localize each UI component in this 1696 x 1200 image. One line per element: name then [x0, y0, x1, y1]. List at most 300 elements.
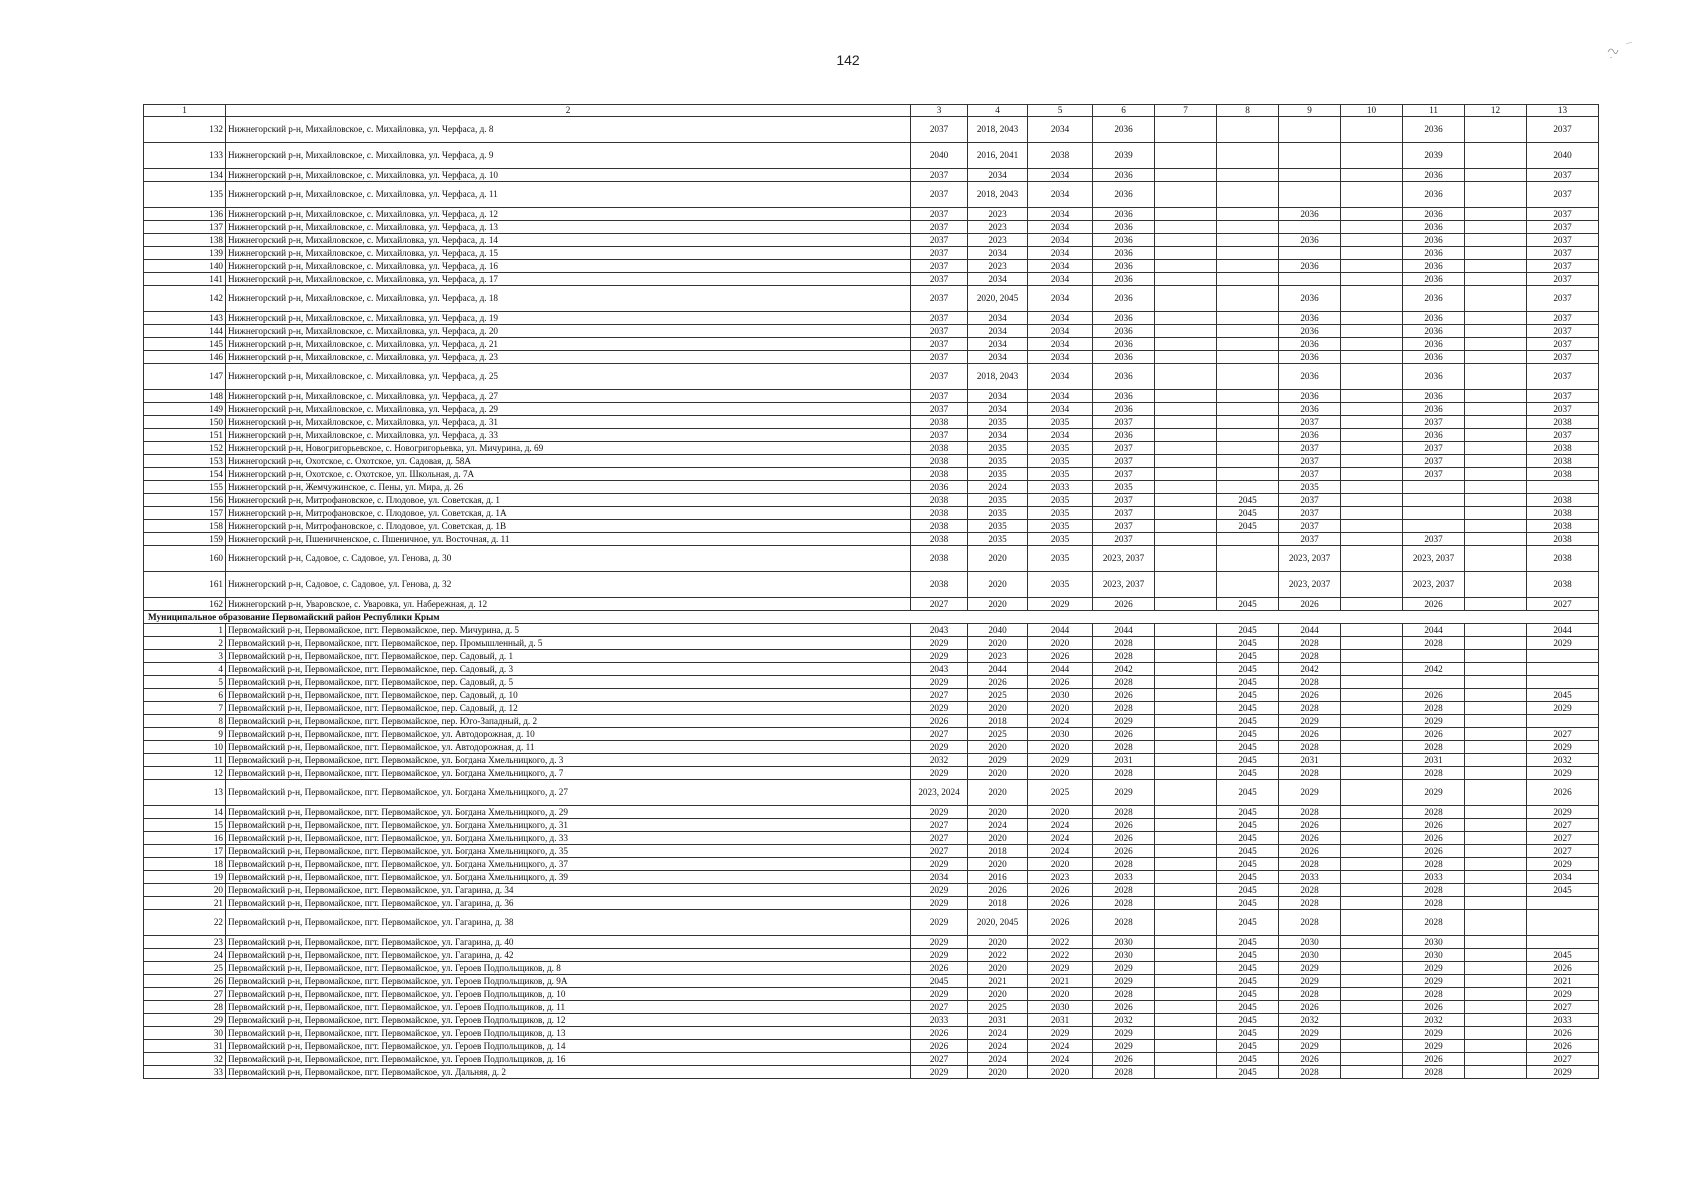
year-cell-col-6: 2037: [1093, 533, 1155, 546]
year-cell-col-13: 2027: [1527, 845, 1599, 858]
year-cell-col-5: 2020: [1028, 988, 1093, 1001]
year-cell-col-10: [1341, 338, 1403, 351]
year-cell-col-10: [1341, 663, 1403, 676]
year-cell-col-5: 2029: [1028, 754, 1093, 767]
year-cell-col-8: [1217, 143, 1279, 169]
year-cell-col-9: 2026: [1279, 728, 1341, 741]
year-cell-col-12: [1465, 1040, 1527, 1053]
year-cell-col-11: 2036: [1403, 117, 1465, 143]
year-cell-col-5: 2029: [1028, 598, 1093, 611]
year-cell-col-5: 2034: [1028, 403, 1093, 416]
year-cell-col-12: [1465, 637, 1527, 650]
year-cell-col-3: 2029: [911, 897, 968, 910]
table-row: [144, 286, 1599, 312]
table-row: [144, 325, 1599, 338]
year-cell-col-4: 2018: [968, 897, 1028, 910]
address-cell: Нижнегорский р-н, Михайловское, с. Михайловка, ул. Черфаса, д. 10: [226, 169, 911, 182]
column-header-5: 5: [1028, 105, 1093, 117]
address-cell: Нижнегорский р-н, Пшеничненское, с. Пшеничное, ул. Восточная, д. 11: [226, 533, 911, 546]
address-cell: Первомайский р-н, Первомайское, пгт. Первомайское, пер. Мичурина, д. 5: [226, 624, 911, 637]
year-cell-col-9: 2028: [1279, 806, 1341, 819]
row-number-cell: 142: [144, 286, 226, 312]
row-number-cell: 21: [144, 897, 226, 910]
address-cell: Первомайский р-н, Первомайское, пгт. Первомайское, ул. Героев Подпольщиков, д. 16: [226, 1053, 911, 1066]
year-cell-col-5: 2020: [1028, 806, 1093, 819]
year-cell-col-6: 2023, 2037: [1093, 572, 1155, 598]
year-cell-col-12: [1465, 234, 1527, 247]
year-cell-col-6: 2036: [1093, 208, 1155, 221]
address-cell: Нижнегорский р-н, Михайловское, с. Михайловка, ул. Черфаса, д. 13: [226, 221, 911, 234]
year-cell-col-9: 2029: [1279, 975, 1341, 988]
year-cell-col-5: 2035: [1028, 455, 1093, 468]
year-cell-col-6: 2037: [1093, 507, 1155, 520]
year-cell-col-12: [1465, 949, 1527, 962]
year-cell-col-3: 2029: [911, 637, 968, 650]
year-cell-col-9: 2036: [1279, 312, 1341, 325]
address-cell: Нижнегорский р-н, Садовое, с. Садовое, ул. Генова, д. 32: [226, 572, 911, 598]
year-cell-col-9: 2037: [1279, 507, 1341, 520]
column-header-11: 11: [1403, 105, 1465, 117]
year-cell-col-7: [1155, 429, 1217, 442]
year-cell-col-7: [1155, 754, 1217, 767]
year-cell-col-13: 2038: [1527, 507, 1599, 520]
year-cell-col-12: [1465, 884, 1527, 897]
year-cell-col-10: [1341, 364, 1403, 390]
row-number-cell: 154: [144, 468, 226, 481]
year-cell-col-9: [1279, 117, 1341, 143]
year-cell-col-7: [1155, 260, 1217, 273]
year-cell-col-3: 2037: [911, 312, 968, 325]
year-cell-col-9: 2029: [1279, 1027, 1341, 1040]
row-number-cell: 155: [144, 481, 226, 494]
year-cell-col-10: [1341, 325, 1403, 338]
year-cell-col-10: [1341, 442, 1403, 455]
year-cell-col-3: 2029: [911, 676, 968, 689]
year-cell-col-5: 2029: [1028, 1027, 1093, 1040]
row-number-cell: 134: [144, 169, 226, 182]
year-cell-col-10: [1341, 689, 1403, 702]
year-cell-col-13: 2037: [1527, 325, 1599, 338]
year-cell-col-6: 2028: [1093, 676, 1155, 689]
year-cell-col-5: 2020: [1028, 858, 1093, 871]
register-table: [143, 104, 1599, 1079]
table-row: [144, 663, 1599, 676]
year-cell-col-13: 2037: [1527, 221, 1599, 234]
year-cell-col-6: 2026: [1093, 832, 1155, 845]
year-cell-col-12: [1465, 312, 1527, 325]
year-cell-col-9: 2028: [1279, 910, 1341, 936]
year-cell-col-10: [1341, 117, 1403, 143]
year-cell-col-11: [1403, 481, 1465, 494]
year-cell-col-5: 2035: [1028, 416, 1093, 429]
year-cell-col-11: 2044: [1403, 624, 1465, 637]
year-cell-col-7: [1155, 637, 1217, 650]
year-cell-col-6: 2037: [1093, 494, 1155, 507]
row-number-cell: 10: [144, 741, 226, 754]
address-cell: Первомайский р-н, Первомайское, пгт. Первомайское, пер. Садовый, д. 1: [226, 650, 911, 663]
year-cell-col-4: 2034: [968, 273, 1028, 286]
year-cell-col-6: 2028: [1093, 1066, 1155, 1079]
address-cell: Первомайский р-н, Первомайское, пгт. Первомайское, ул. Героев Подпольщиков, д. 9А: [226, 975, 911, 988]
year-cell-col-8: [1217, 481, 1279, 494]
year-cell-col-12: [1465, 689, 1527, 702]
year-cell-col-12: [1465, 858, 1527, 871]
row-number-cell: 138: [144, 234, 226, 247]
year-cell-col-8: 2045: [1217, 845, 1279, 858]
year-cell-col-10: [1341, 676, 1403, 689]
year-cell-col-10: [1341, 468, 1403, 481]
year-cell-col-8: 2045: [1217, 728, 1279, 741]
year-cell-col-4: 2016, 2041: [968, 143, 1028, 169]
row-number-cell: 11: [144, 754, 226, 767]
year-cell-col-13: 2037: [1527, 390, 1599, 403]
year-cell-col-12: [1465, 247, 1527, 260]
year-cell-col-5: 2035: [1028, 520, 1093, 533]
table-row: [144, 546, 1599, 572]
row-number-cell: 136: [144, 208, 226, 221]
address-cell: Первомайский р-н, Первомайское, пгт. Первомайское, ул. Гагарина, д. 34: [226, 884, 911, 897]
year-cell-col-10: [1341, 858, 1403, 871]
year-cell-col-3: 2029: [911, 988, 968, 1001]
year-cell-col-12: [1465, 429, 1527, 442]
year-cell-col-8: 2045: [1217, 897, 1279, 910]
year-cell-col-8: 2045: [1217, 962, 1279, 975]
year-cell-col-4: 2020, 2045: [968, 286, 1028, 312]
year-cell-col-12: [1465, 390, 1527, 403]
year-cell-col-4: 2018, 2043: [968, 182, 1028, 208]
year-cell-col-8: 2045: [1217, 676, 1279, 689]
year-cell-col-12: [1465, 1001, 1527, 1014]
row-number-cell: 162: [144, 598, 226, 611]
year-cell-col-12: [1465, 598, 1527, 611]
year-cell-col-5: 2034: [1028, 312, 1093, 325]
year-cell-col-3: 2027: [911, 1001, 968, 1014]
year-cell-col-7: [1155, 975, 1217, 988]
year-cell-col-11: 2031: [1403, 754, 1465, 767]
year-cell-col-10: [1341, 832, 1403, 845]
table-row: [144, 533, 1599, 546]
year-cell-col-8: [1217, 546, 1279, 572]
year-cell-col-5: 2024: [1028, 845, 1093, 858]
scan-mark-icon: [1604, 38, 1644, 60]
year-cell-col-12: [1465, 1053, 1527, 1066]
address-cell: Первомайский р-н, Первомайское, пгт. Первомайское, ул. Героев Подпольщиков, д. 11: [226, 1001, 911, 1014]
year-cell-col-4: 2018: [968, 715, 1028, 728]
year-cell-col-9: 2037: [1279, 442, 1341, 455]
year-cell-col-7: [1155, 312, 1217, 325]
year-cell-col-3: 2037: [911, 364, 968, 390]
year-cell-col-12: [1465, 676, 1527, 689]
year-cell-col-10: [1341, 572, 1403, 598]
year-cell-col-4: 2034: [968, 351, 1028, 364]
year-cell-col-7: [1155, 845, 1217, 858]
year-cell-col-12: [1465, 481, 1527, 494]
year-cell-col-11: [1403, 507, 1465, 520]
year-cell-col-5: 2031: [1028, 1014, 1093, 1027]
year-cell-col-7: [1155, 286, 1217, 312]
year-cell-col-13: 2029: [1527, 988, 1599, 1001]
year-cell-col-9: 2030: [1279, 936, 1341, 949]
year-cell-col-5: 2024: [1028, 832, 1093, 845]
row-number-cell: 13: [144, 780, 226, 806]
year-cell-col-13: 2044: [1527, 624, 1599, 637]
year-cell-col-4: 2024: [968, 1027, 1028, 1040]
year-cell-col-7: [1155, 351, 1217, 364]
year-cell-col-13: 2038: [1527, 442, 1599, 455]
year-cell-col-13: 2038: [1527, 572, 1599, 598]
year-cell-col-3: 2032: [911, 754, 968, 767]
row-number-cell: 132: [144, 117, 226, 143]
row-number-cell: 2: [144, 637, 226, 650]
table-row: [144, 949, 1599, 962]
year-cell-col-4: 2021: [968, 975, 1028, 988]
year-cell-col-3: 2027: [911, 832, 968, 845]
year-cell-col-10: [1341, 1040, 1403, 1053]
year-cell-col-12: [1465, 468, 1527, 481]
table-row: [144, 897, 1599, 910]
year-cell-col-7: [1155, 598, 1217, 611]
year-cell-col-11: 2029: [1403, 975, 1465, 988]
year-cell-col-7: [1155, 715, 1217, 728]
year-cell-col-10: [1341, 520, 1403, 533]
year-cell-col-4: 2035: [968, 468, 1028, 481]
year-cell-col-10: [1341, 1053, 1403, 1066]
year-cell-col-10: [1341, 260, 1403, 273]
year-cell-col-8: 2045: [1217, 663, 1279, 676]
year-cell-col-8: 2045: [1217, 975, 1279, 988]
year-cell-col-4: 2020: [968, 936, 1028, 949]
year-cell-col-4: 2031: [968, 1014, 1028, 1027]
year-cell-col-5: 2034: [1028, 325, 1093, 338]
year-cell-col-5: 2030: [1028, 1001, 1093, 1014]
year-cell-col-7: [1155, 247, 1217, 260]
address-cell: Первомайский р-н, Первомайское, пгт. Первомайское, ул. Гагарина, д. 40: [226, 936, 911, 949]
row-number-cell: 148: [144, 390, 226, 403]
year-cell-col-11: 2036: [1403, 273, 1465, 286]
year-cell-col-5: 2034: [1028, 234, 1093, 247]
year-cell-col-3: 2037: [911, 273, 968, 286]
year-cell-col-10: [1341, 403, 1403, 416]
row-number-cell: 144: [144, 325, 226, 338]
row-number-cell: 149: [144, 403, 226, 416]
year-cell-col-5: 2024: [1028, 819, 1093, 832]
year-cell-col-9: 2026: [1279, 845, 1341, 858]
year-cell-col-6: 2037: [1093, 520, 1155, 533]
year-cell-col-5: 2020: [1028, 637, 1093, 650]
year-cell-col-12: [1465, 351, 1527, 364]
year-cell-col-11: 2036: [1403, 338, 1465, 351]
year-cell-col-12: [1465, 871, 1527, 884]
year-cell-col-8: 2045: [1217, 832, 1279, 845]
year-cell-col-8: 2045: [1217, 715, 1279, 728]
year-cell-col-8: 2045: [1217, 819, 1279, 832]
year-cell-col-13: 2033: [1527, 1014, 1599, 1027]
year-cell-col-6: 2036: [1093, 247, 1155, 260]
year-cell-col-13: 2027: [1527, 728, 1599, 741]
year-cell-col-6: 2028: [1093, 910, 1155, 936]
year-cell-col-10: [1341, 624, 1403, 637]
year-cell-col-8: 2045: [1217, 871, 1279, 884]
row-number-cell: 33: [144, 1066, 226, 1079]
year-cell-col-12: [1465, 702, 1527, 715]
year-cell-col-9: 2026: [1279, 689, 1341, 702]
year-cell-col-11: 2028: [1403, 884, 1465, 897]
year-cell-col-12: [1465, 260, 1527, 273]
year-cell-col-12: [1465, 325, 1527, 338]
year-cell-col-5: 2030: [1028, 689, 1093, 702]
table-row: [144, 1066, 1599, 1079]
year-cell-col-3: 2027: [911, 728, 968, 741]
year-cell-col-12: [1465, 1014, 1527, 1027]
year-cell-col-3: 2037: [911, 403, 968, 416]
year-cell-col-8: [1217, 338, 1279, 351]
table-row: [144, 1014, 1599, 1027]
year-cell-col-11: 2032: [1403, 1014, 1465, 1027]
year-cell-col-12: [1465, 338, 1527, 351]
year-cell-col-12: [1465, 273, 1527, 286]
year-cell-col-8: 2045: [1217, 520, 1279, 533]
year-cell-col-5: 2034: [1028, 429, 1093, 442]
year-cell-col-8: 2045: [1217, 494, 1279, 507]
year-cell-col-12: [1465, 910, 1527, 936]
table-row: [144, 858, 1599, 871]
year-cell-col-12: [1465, 572, 1527, 598]
address-cell: Нижнегорский р-н, Новогригорьевское, с. Новогригорьевка, ул. Мичурина, д. 69: [226, 442, 911, 455]
year-cell-col-7: [1155, 494, 1217, 507]
year-cell-col-8: 2045: [1217, 689, 1279, 702]
year-cell-col-9: 2029: [1279, 715, 1341, 728]
year-cell-col-3: 2037: [911, 169, 968, 182]
year-cell-col-13: 2038: [1527, 468, 1599, 481]
year-cell-col-11: 2036: [1403, 169, 1465, 182]
year-cell-col-7: [1155, 689, 1217, 702]
year-cell-col-5: 2034: [1028, 169, 1093, 182]
year-cell-col-9: 2028: [1279, 741, 1341, 754]
year-cell-col-4: 2023: [968, 208, 1028, 221]
year-cell-col-10: [1341, 286, 1403, 312]
column-header-3: 3: [911, 105, 968, 117]
address-cell: Нижнегорский р-н, Михайловское, с. Михайловка, ул. Черфаса, д. 21: [226, 338, 911, 351]
year-cell-col-12: [1465, 715, 1527, 728]
address-cell: Первомайский р-н, Первомайское, пгт. Первомайское, ул. Гагарина, д. 36: [226, 897, 911, 910]
table-row: [144, 598, 1599, 611]
year-cell-col-3: 2026: [911, 962, 968, 975]
year-cell-col-10: [1341, 312, 1403, 325]
year-cell-col-7: [1155, 832, 1217, 845]
year-cell-col-11: 2026: [1403, 819, 1465, 832]
year-cell-col-5: 2020: [1028, 1066, 1093, 1079]
year-cell-col-7: [1155, 1066, 1217, 1079]
year-cell-col-9: 2036: [1279, 351, 1341, 364]
year-cell-col-7: [1155, 507, 1217, 520]
year-cell-col-13: [1527, 481, 1599, 494]
year-cell-col-9: 2028: [1279, 988, 1341, 1001]
year-cell-col-3: 2029: [911, 936, 968, 949]
year-cell-col-13: 2029: [1527, 1066, 1599, 1079]
table-row: [144, 442, 1599, 455]
year-cell-col-8: 2045: [1217, 650, 1279, 663]
year-cell-col-6: 2030: [1093, 949, 1155, 962]
year-cell-col-7: [1155, 858, 1217, 871]
address-cell: Нижнегорский р-н, Михайловское, с. Михайловка, ул. Черфаса, д. 25: [226, 364, 911, 390]
year-cell-col-10: [1341, 1066, 1403, 1079]
year-cell-col-12: [1465, 403, 1527, 416]
column-header-8: 8: [1217, 105, 1279, 117]
year-cell-col-3: 2037: [911, 182, 968, 208]
table-row: [144, 182, 1599, 208]
year-cell-col-12: [1465, 1066, 1527, 1079]
year-cell-col-3: 2038: [911, 468, 968, 481]
address-cell: Первомайский р-н, Первомайское, пгт. Первомайское, ул. Богдана Хмельницкого, д. 37: [226, 858, 911, 871]
address-cell: Первомайский р-н, Первомайское, пгт. Первомайское, ул. Богдана Хмельницкого, д. 29: [226, 806, 911, 819]
row-number-cell: 161: [144, 572, 226, 598]
year-cell-col-8: 2045: [1217, 767, 1279, 780]
row-number-cell: 28: [144, 1001, 226, 1014]
year-cell-col-8: [1217, 208, 1279, 221]
year-cell-col-13: 2029: [1527, 741, 1599, 754]
year-cell-col-4: 2025: [968, 728, 1028, 741]
year-cell-col-4: 2025: [968, 1001, 1028, 1014]
year-cell-col-12: [1465, 416, 1527, 429]
address-cell: Первомайский р-н, Первомайское, пгт. Первомайское, ул. Богдана Хмельницкого, д. 35: [226, 845, 911, 858]
year-cell-col-9: 2036: [1279, 390, 1341, 403]
year-cell-col-9: 2026: [1279, 598, 1341, 611]
year-cell-col-13: 2037: [1527, 286, 1599, 312]
address-cell: Нижнегорский р-н, Михайловское, с. Михайловка, ул. Черфаса, д. 9: [226, 143, 911, 169]
table-row: [144, 1040, 1599, 1053]
year-cell-col-11: 2042: [1403, 663, 1465, 676]
year-cell-col-5: 2034: [1028, 182, 1093, 208]
year-cell-col-6: 2030: [1093, 936, 1155, 949]
year-cell-col-5: 2026: [1028, 910, 1093, 936]
year-cell-col-9: 2037: [1279, 468, 1341, 481]
year-cell-col-10: [1341, 1001, 1403, 1014]
year-cell-col-10: [1341, 455, 1403, 468]
year-cell-col-11: 2026: [1403, 1053, 1465, 1066]
year-cell-col-13: 2037: [1527, 429, 1599, 442]
address-cell: Первомайский р-н, Первомайское, пгт. Первомайское, ул. Богдана Хмельницкого, д. 7: [226, 767, 911, 780]
year-cell-col-7: [1155, 546, 1217, 572]
year-cell-col-12: [1465, 975, 1527, 988]
year-cell-col-12: [1465, 455, 1527, 468]
section-header-row: [144, 611, 1599, 624]
table-row: [144, 507, 1599, 520]
year-cell-col-6: 2026: [1093, 598, 1155, 611]
year-cell-col-10: [1341, 1027, 1403, 1040]
year-cell-col-12: [1465, 962, 1527, 975]
year-cell-col-13: 2045: [1527, 949, 1599, 962]
year-cell-col-6: 2036: [1093, 429, 1155, 442]
year-cell-col-4: 2029: [968, 754, 1028, 767]
year-cell-col-4: 2020: [968, 806, 1028, 819]
year-cell-col-13: 2037: [1527, 169, 1599, 182]
year-cell-col-12: [1465, 936, 1527, 949]
year-cell-col-11: 2028: [1403, 897, 1465, 910]
year-cell-col-9: [1279, 169, 1341, 182]
year-cell-col-5: 2044: [1028, 624, 1093, 637]
year-cell-col-8: [1217, 260, 1279, 273]
table-row: [144, 676, 1599, 689]
year-cell-col-12: [1465, 663, 1527, 676]
year-cell-col-12: [1465, 143, 1527, 169]
year-cell-col-7: [1155, 533, 1217, 546]
table-row: [144, 520, 1599, 533]
year-cell-col-8: [1217, 182, 1279, 208]
year-cell-col-7: [1155, 897, 1217, 910]
column-header-6: 6: [1093, 105, 1155, 117]
row-number-cell: 3: [144, 650, 226, 663]
year-cell-col-3: 2027: [911, 845, 968, 858]
